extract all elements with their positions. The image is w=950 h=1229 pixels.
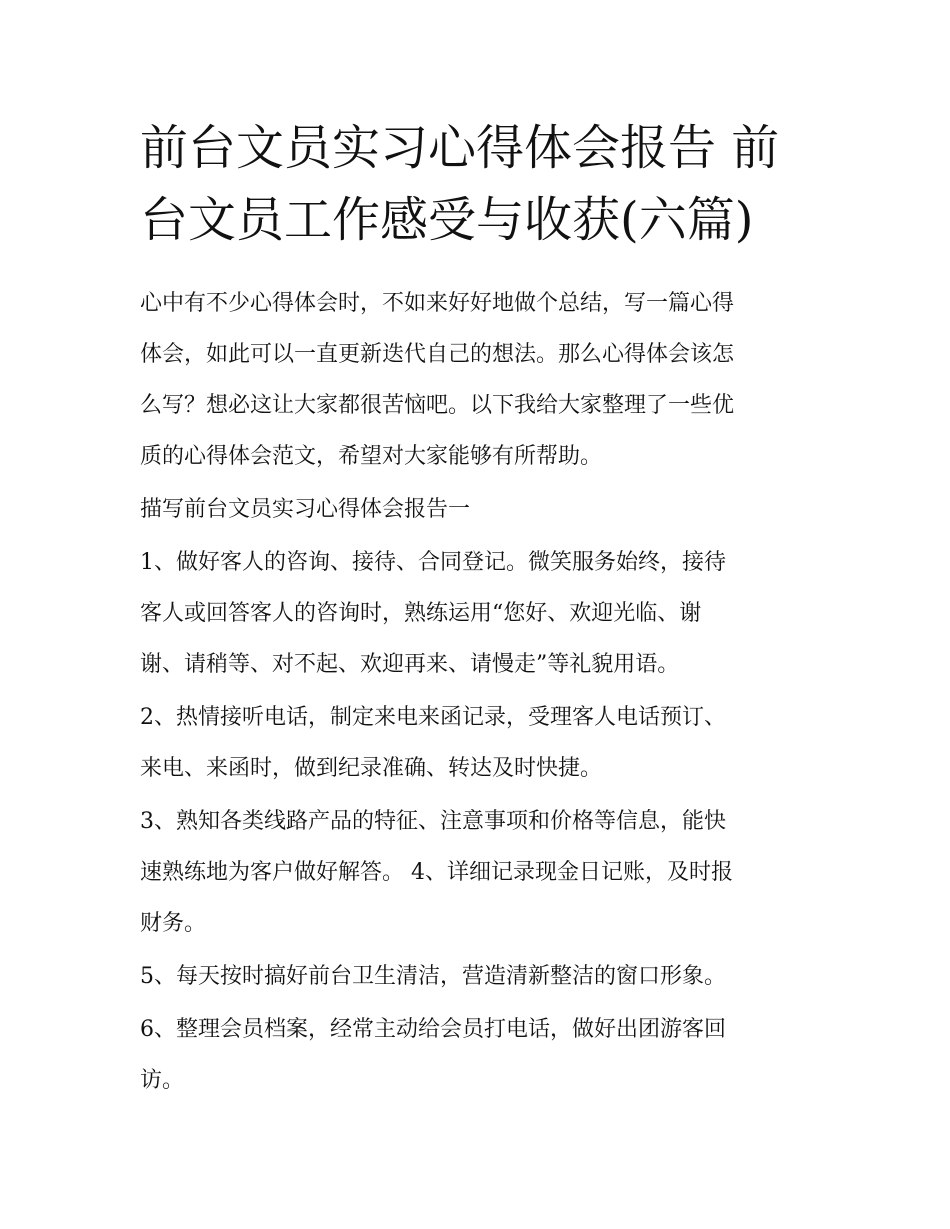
list-item-5 <box>140 951 830 1002</box>
list-item-2 <box>140 692 830 794</box>
text-line: 么写？想必这让大家都很苦恼吧。以下我给大家整理了一些优 <box>140 393 735 418</box>
text-line: 体会，如此可以一直更新迭代自己的想法。那么心得体会该怎 <box>140 342 735 367</box>
list-item-1 <box>140 537 830 690</box>
text-line: 谢、请稍等、对不起、欢迎再来、请慢走”等礼貌用语。 <box>140 652 680 677</box>
section-heading <box>140 484 830 535</box>
list-item-3 <box>140 796 830 949</box>
text-line: 6、整理会员档案，经常主动给会员打电话，做好出团游客回 <box>140 1017 726 1042</box>
text-line: 3、熟知各类线路产品的特征、注意事项和价格等信息，能快 <box>140 809 726 834</box>
text-line: 速熟练地为客户做好解答。 4、详细记录现金日记账，及时报 <box>140 860 733 885</box>
title-line: 台文员工作感受与收获(六篇) <box>140 192 754 248</box>
title-line: 前台文员实习心得体会报告 前 <box>140 120 780 176</box>
text-line: 来电、来函时，做到纪录准确、转达及时快捷。 <box>140 756 603 781</box>
text-line: 心中有不少心得体会时，不如来好好地做个总结，写一篇心得 <box>140 291 735 316</box>
text-line: 质的心得体会范文，希望对大家能够有所帮助。 <box>140 444 603 469</box>
text-line: 5、每天按时搞好前台卫生清洁，营造清新整洁的窗口形象。 <box>140 964 726 989</box>
text-line: 客人或回答客人的咨询时，熟练运用“您好、欢迎光临、谢 <box>140 601 702 626</box>
text-line: 1、做好客人的咨询、接待、合同登记。微笑服务始终，接待 <box>140 550 726 575</box>
document-body <box>140 278 830 1108</box>
text-line: 2、热情接听电话，制定来电来函记录，受理客人电话预订、 <box>140 705 726 730</box>
document-title <box>140 112 820 256</box>
intro-paragraph <box>140 278 830 482</box>
list-item-6 <box>140 1004 830 1106</box>
text-line: 描写前台文员实习心得体会报告一 <box>140 497 471 522</box>
text-line: 访。 <box>140 1068 185 1093</box>
text-line: 财务。 <box>140 911 207 936</box>
